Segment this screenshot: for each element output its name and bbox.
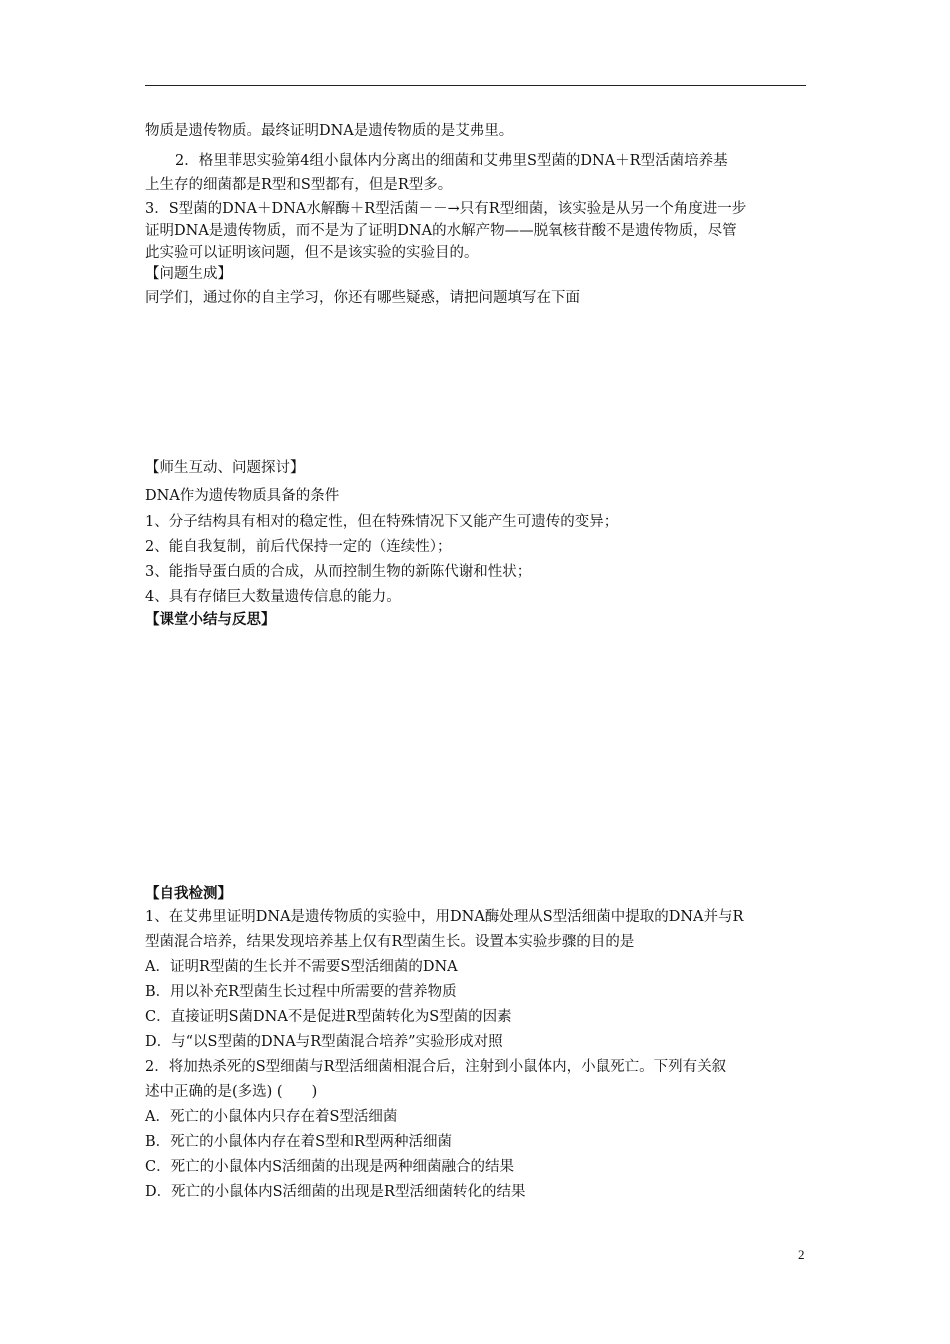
list-item: 3、能指导蛋白质的合成，从而控制生物的新陈代谢和性状； [145,564,532,580]
paragraph-line: 物质是遗传物质。最终证明DNA是遗传物质的是艾弗里。 [145,123,514,139]
section-heading-hudong: 【师生互动、问题探讨】 [145,460,305,476]
wenti-text: 同学们，通过你的自主学习，你还有哪些疑惑，请把问题填写在下面 [145,290,580,306]
paragraph-line: 2．格里菲思实验第4组小鼠体内分离出的细菌和艾弗里S型菌的DNA＋R型活菌培养基 [175,153,728,169]
question-1-line: 型菌混合培养，结果发现培养基上仅有R型菌生长。设置本实验步骤的目的是 [145,934,635,950]
question-2-option-d: D．死亡的小鼠体内S活细菌的出现是R型活细菌转化的结果 [145,1184,526,1200]
paragraph-line: 上生存的细菌都是R型和S型都有，但是R型多。 [145,177,453,193]
section-heading-xiaojie: 【课堂小结与反思】 [145,611,276,628]
paragraph-line: 3．S型菌的DNA＋DNA水解酶＋R型活菌－－→只有R型细菌，该实验是从另一个角度进一步 [145,201,747,217]
paragraph-line: 此实验可以证明该问题，但不是该实验的实验目的。 [145,245,479,261]
section-heading-jiance: 【自我检测】 [145,885,232,902]
list-item: 1、分子结构具有相对的稳定性，但在特殊情况下又能产生可遗传的变异； [145,514,619,530]
hudong-intro: DNA作为遗传物质具备的条件 [145,488,340,504]
question-2-option-a: A．死亡的小鼠体内只存在着S型活细菌 [145,1109,398,1125]
header-rule [145,85,806,86]
page-number: 2 [798,1247,805,1262]
question-2-option-c: C．死亡的小鼠体内S活细菌的出现是两种细菌融合的结果 [145,1159,515,1175]
list-item: 4、具有存储巨大数量遗传信息的能力。 [145,589,401,605]
paragraph-line: 证明DNA是遗传物质，而不是为了证明DNA的水解产物——脱氧核苷酸不是遗传物质，尽管 [145,223,737,239]
list-item: 2、能自我复制，前后代保持一定的（连续性）； [145,539,452,555]
question-1-option-d: D．与“以S型菌的DNA与R型菌混合培养”实验形成对照 [145,1034,503,1050]
section-heading-wenti: 【问题生成】 [145,266,232,282]
question-2-line: 述中正确的是(多选) ( ) [145,1084,318,1100]
question-2-line: 2．将加热杀死的S型细菌与R型活细菌相混合后，注射到小鼠体内，小鼠死亡。下列有关叙 [145,1059,727,1075]
question-1-option-a: A．证明R型菌的生长并不需要S型活细菌的DNA [145,959,458,975]
question-1-line: 1、在艾弗里证明DNA是遗传物质的实验中，用DNA酶处理从S型活细菌中提取的DNA并与R [145,909,744,925]
question-1-option-b: B．用以补充R型菌生长过程中所需要的营养物质 [145,984,457,1000]
question-2-option-b: B．死亡的小鼠体内存在着S型和R型两种活细菌 [145,1134,453,1150]
question-1-option-c: C．直接证明S菌DNA不是促进R型菌转化为S型菌的因素 [145,1009,512,1025]
